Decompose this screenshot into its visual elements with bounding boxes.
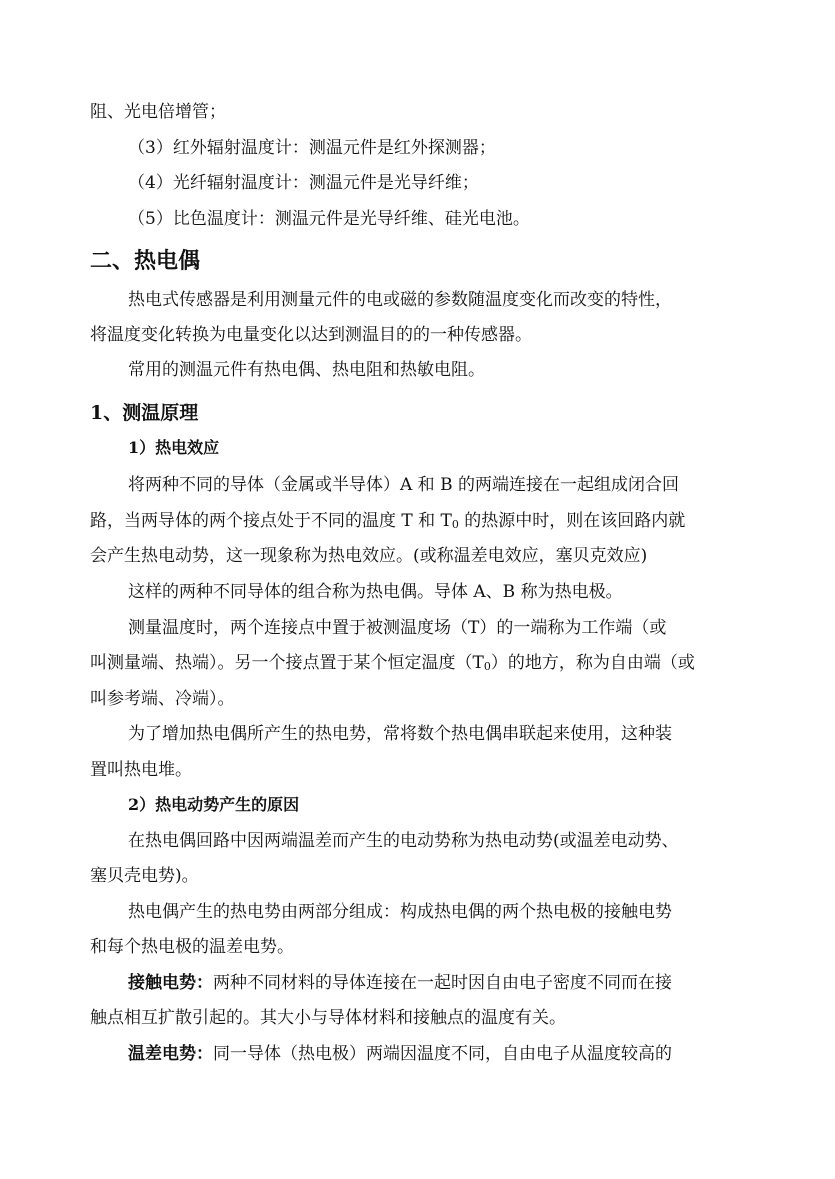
list-item: （4）光纤辐射温度计：测温元件是光导纤维； — [128, 173, 479, 193]
section-heading: 二、热电偶 — [90, 248, 201, 274]
text-run: 两种不同材料的导体连接在一起时因自由电子密度不同而在接 — [213, 973, 672, 993]
paragraph-line — [128, 1043, 672, 1065]
paragraph-line: 为了增加热电偶所产生的热电势，常将数个热电偶串联起来使用，这种装 — [128, 724, 672, 744]
text-run: 叫测量端、热端）。另一个接点置于某个恒定温度（T — [90, 653, 484, 673]
list-item: （5）比色温度计：测温元件是光导纤维、硅光电池。 — [128, 209, 530, 229]
paragraph-line: 和每个热电极的温差电势。 — [90, 937, 294, 957]
paragraph-line: 触点相互扩散引起的。其大小与导体材料和接触点的温度有关。 — [90, 1008, 566, 1028]
paragraph-line — [128, 972, 672, 994]
paragraph-line: 测量温度时，两个连接点中置于被测温度场（T）的一端称为工作端（或 — [128, 618, 667, 638]
paragraph-line: 这样的两种不同导体的组合称为热电偶。导体 A、B 称为热电极。 — [128, 582, 623, 602]
text-run: 同一导体（热电极）两端因温度不同，自由电子从温度较高的 — [213, 1044, 672, 1064]
list-item: （3）红外辐射温度计：测温元件是红外探测器； — [128, 138, 496, 158]
text-run: 路，当两导体的两个接点处于不同的温度 T 和 T — [90, 511, 452, 531]
paragraph-line — [90, 510, 685, 536]
subscript: 0 — [451, 518, 459, 531]
paragraph-line: 塞贝壳电势)。 — [90, 866, 199, 886]
paragraph-line: 会产生热电动势，这一现象称为热电效应。(或称温差电效应，塞贝克效应) — [90, 546, 648, 566]
text-run: 的热源中时，则在该回路内就 — [458, 511, 686, 531]
subscript: 0 — [483, 660, 491, 673]
paragraph-line: 叫参考端、冷端）。 — [90, 689, 235, 709]
term-label: 温差电势： — [128, 1044, 213, 1064]
paragraph-line: 热电偶产生的热电势由两部分组成：构成热电偶的两个热电极的接触电势 — [128, 902, 672, 922]
paragraph-line: 将温度变化转换为电量变化以达到测温目的的一种传感器。 — [90, 325, 532, 345]
paragraph-line: 常用的测温元件有热电偶、热电阻和热敏电阻。 — [128, 360, 485, 380]
paragraph-line: 置叫热电堆。 — [90, 760, 192, 780]
sub-subsection-heading: 1）热电效应 — [128, 438, 220, 457]
paragraph-line — [90, 652, 695, 678]
sub-subsection-heading: 2）热电动势产生的原因 — [128, 795, 300, 814]
subsection-heading: 1、测温原理 — [90, 402, 199, 424]
paragraph-line: 将两种不同的导体（金属或半导体）A 和 B 的两端连接在一起组成闭合回 — [128, 475, 679, 495]
paragraph-line: 在热电偶回路中因两端温差而产生的电动势称为热电动势(或温差电动势、 — [128, 831, 679, 851]
term-label: 接触电势： — [128, 973, 213, 993]
text-line: 阻、光电倍增管； — [90, 102, 226, 122]
text-run: ）的地方，称为自由端（或 — [490, 653, 695, 673]
paragraph-line: 热电式传感器是利用测量元件的电或磁的参数随温度变化而改变的特性， — [128, 290, 672, 310]
